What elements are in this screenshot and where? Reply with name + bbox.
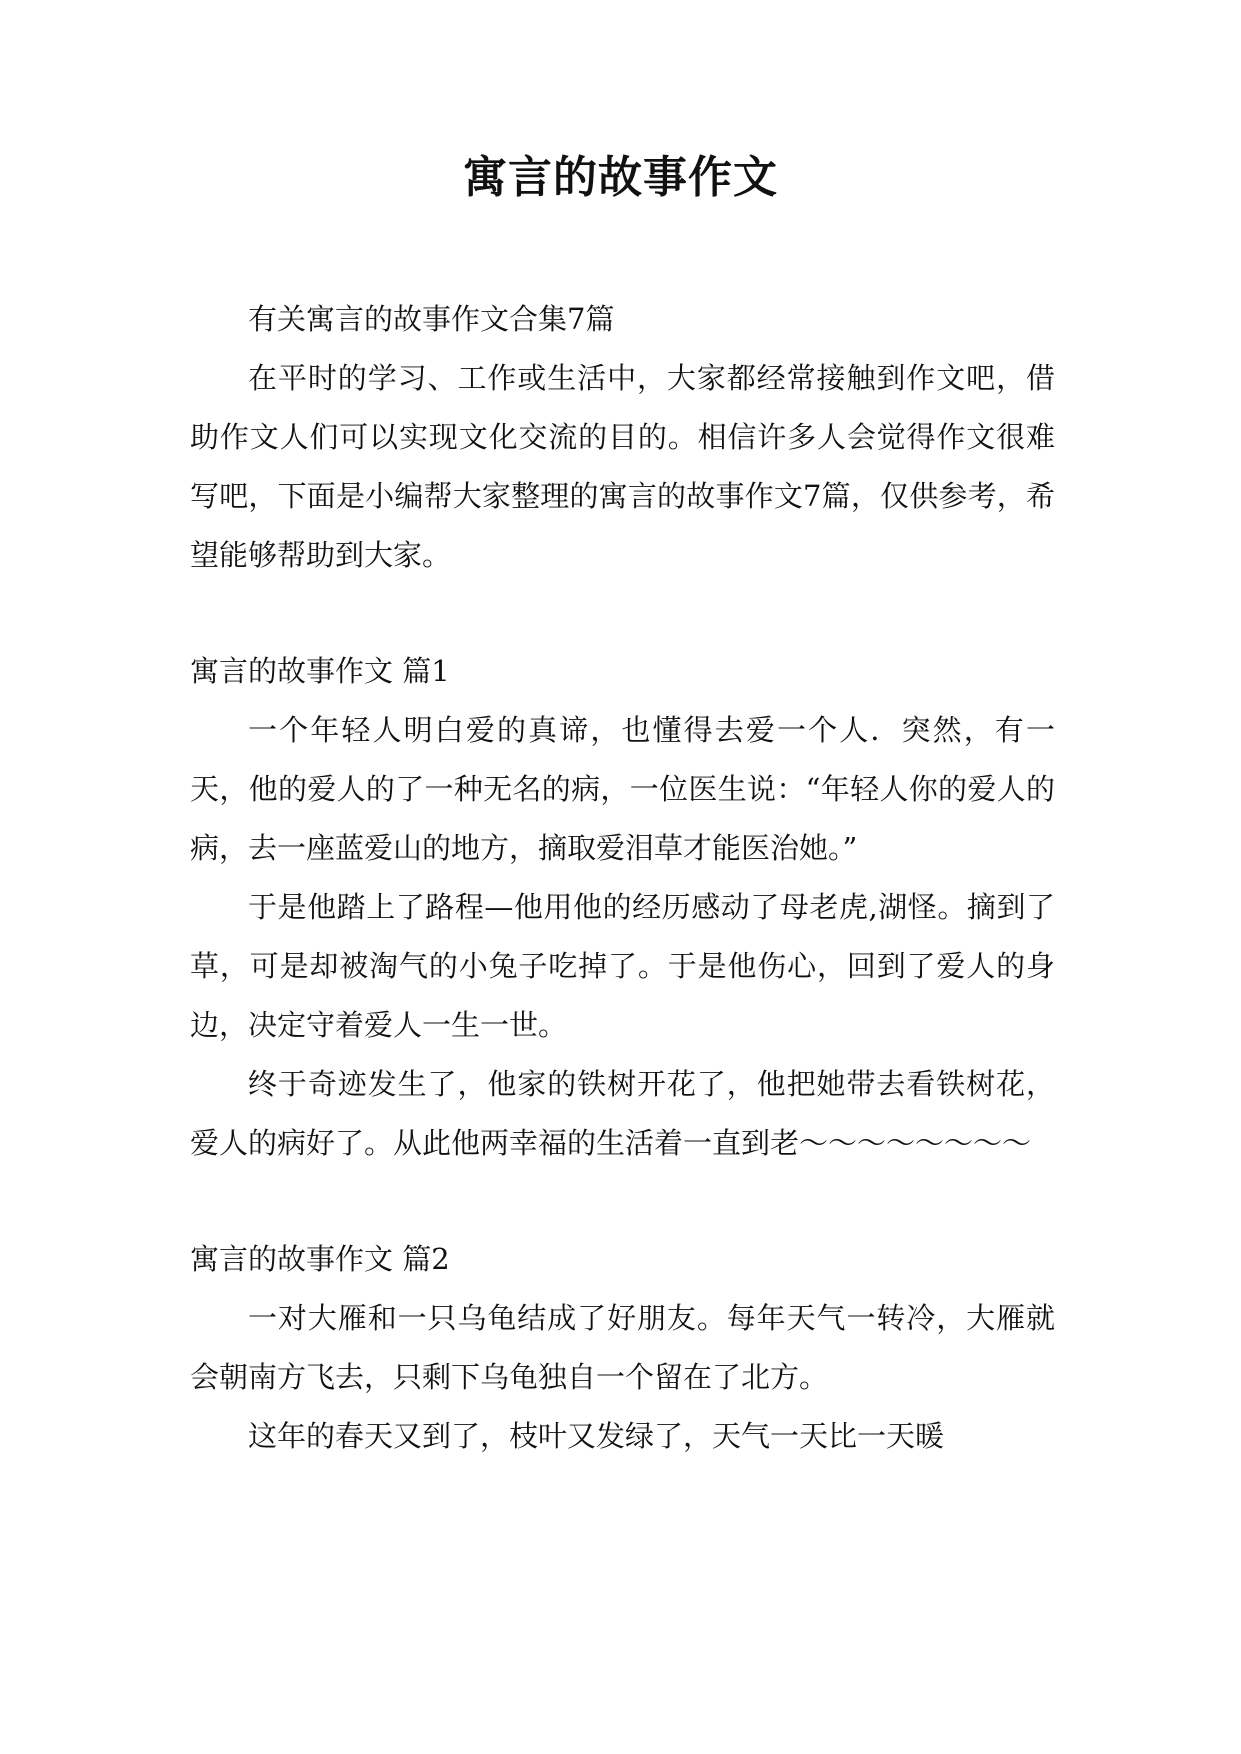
intro-paragraph: 在平时的学习、工作或生活中，大家都经常接触到作文吧，借助作文人们可以实现文化交流的目的。相信许多人会觉得作文很难写吧，下面是小编帮大家整理的寓言的故事作文7篇，仅供参考，希望能够帮助到大家。 bbox=[190, 361, 1055, 572]
section-1-paragraph-3: 终于奇迹发生了，他家的铁树开花了，他把她带去看铁树花，爱人的病好了。从此他两幸福的生活着一直到老～～～～～～～～ bbox=[190, 1067, 1055, 1160]
document-body bbox=[190, 290, 1055, 1466]
section-1-paragraph-2: 于是他踏上了路程—他用他的经历感动了母老虎,湖怪。摘到了草，可是却被淘气的小兔子吃掉了。于是他伤心，回到了爱人的身边，决定守着爱人一生一世。 bbox=[190, 890, 1055, 1042]
section-2-paragraph-2: 这年的春天又到了，枝叶又发绿了，天气一天比一天暖 bbox=[248, 1419, 945, 1453]
section-2-heading: 寓言的故事作文 篇2 bbox=[190, 1242, 450, 1276]
section-2-paragraph-1: 一对大雁和一只乌龟结成了好朋友。每年天气一转冷，大雁就会朝南方飞去，只剩下乌龟独自一个留在了北方。 bbox=[190, 1301, 1055, 1394]
document-title: 寓言的故事作文 bbox=[463, 152, 778, 203]
section-gap bbox=[190, 585, 1055, 642]
section-1-paragraph-1: 一个年轻人明白爱的真谛，也懂得去爱一个人．突然，有一天，他的爱人的了一种无名的病，一位医生说：“年轻人你的爱人的病，去一座蓝爱山的地方，摘取爱泪草才能医治她。” bbox=[190, 713, 1055, 865]
intro-heading: 有关寓言的故事作文合集7篇 bbox=[248, 302, 615, 336]
section-1-heading: 寓言的故事作文 篇1 bbox=[190, 654, 450, 688]
section-gap bbox=[190, 1173, 1055, 1230]
